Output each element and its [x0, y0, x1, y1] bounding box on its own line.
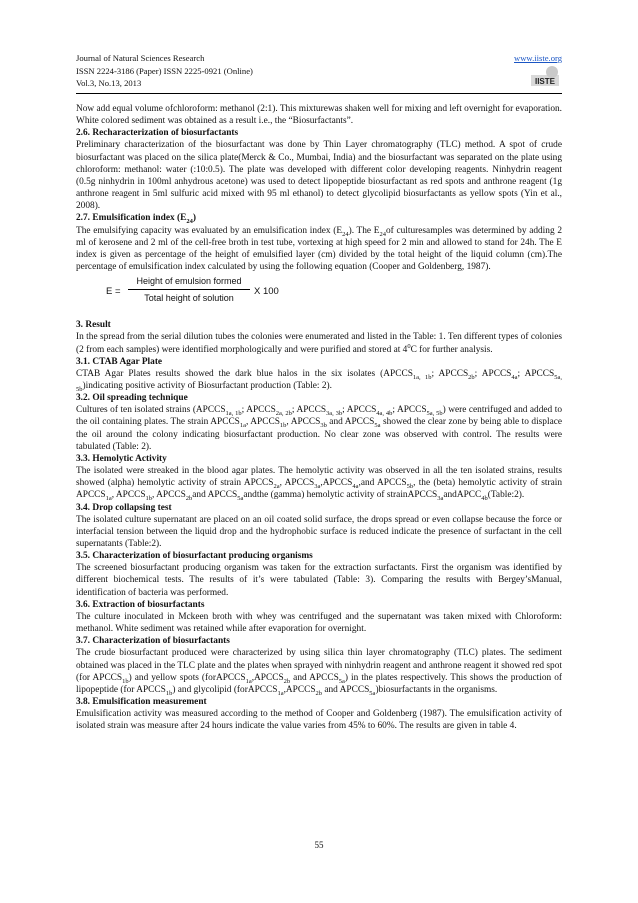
article-body: [76, 103, 562, 733]
iiste-logo: [530, 65, 560, 87]
journal-page: [76, 52, 563, 850]
equation-numerator: Height of emulsion formed: [136, 276, 242, 287]
emulsification-equation: [76, 275, 562, 313]
section-2-6-heading: 2.6. Recharacterization of biosurfactants: [76, 128, 239, 139]
section-3-2-paragraph: Cultures of ten isolated strains ($APCCS_{1a, 1b}$; $APCCS_{2a, 2b}$; $APCCS_{3a, 3b}$; $APCCS_{4a, 4b}$; $APCCS_{5a, 5b}$) were centrifuged and added to the oil containing plates. The strain $APCCS_{1a}$, $APCCS_{1b}$, $APCCS_{3b}$ and $APCCS_{5a}$ showed the clear zone by being able to displace the oil around the colony indicating biosurfactant production. No clear zone was observed with control. The results were tabulated (Table: 2).: [76, 405, 563, 452]
section-3-1-paragraph: CTAB Agar Plates results showed the dark blue halos in the six isolates ($APCCS_{1a, 1b}$; $APCCS_{2b}$; $APCCS_{4a}$; $APCCS_{5a, 5b})indicating$ positive activity of Biosurfactant production (Table: 2).: [76, 368, 562, 393]
page-header: [76, 52, 562, 90]
equation-multiplier: X 100: [254, 286, 279, 298]
equation-denominator: Total height of solution: [144, 293, 234, 304]
svg-text:IISTE: IISTE: [534, 77, 556, 86]
journal-name: Journal of Natural Sciences Research: [76, 53, 205, 63]
section-3-4-heading: 3.4. Drop collapsing test: [76, 502, 172, 513]
page-number: 55: [314, 840, 324, 850]
section-3-5-paragraph: The screened biosurfactant producing organism was taken for the extraction surfactants. First the organism was identified by different biochemical tests. The results of it’s were tabulated (Table: 3). Comparing the results with Bergey’sManual, identification of bacteria was performed.: [76, 563, 562, 598]
section-3-8-heading: 3.8. Emulsification measurement: [76, 697, 207, 708]
section-3-3-heading: 3.3. Hemolytic Activity: [76, 453, 167, 464]
section-2-7-paragraph: The emulsifying capacity was evaluated by an emulsification index $(E_{24})$. The $E_{24}of$ culturesamples was determined by adding 2 ml of kerosene and 2 ml of the cell-free broth in test tube, vortexing at high speed for 2 min and allowed to stand for 24h. The E index is given as percentage of the height of emulsified layer (cm) divided by the total height of the liquid column (cm).The percentage of emulsification index calculated by using the following equation (Cooper and Goldenberg, 1987).: [76, 225, 562, 273]
section-3-7-paragraph: The crude biosurfactant produced were characterized by using silica thin layer chromatography (TLC) plates. The sediment obtained was placed in the TLC plate and the plates when sprayed with ninhydrin reagent and anthrone reagent it showed red spot (for $APCCS_{1b}$) and yellow spots ($forAPCCS_{1a},APCCS_{2b}$ and $APCCS_{5a}$) in the plates respectively. This shows the production of lipopeptide (for $APCCS_{1b}$) and glycolipid ($forAPCCS_{1a},APCCS_{2b}$ and $APCCS_{5a})biosurfactants$ in the organisms.: [76, 648, 563, 697]
section-3-8-paragraph: Emulsification activity was measured according to the method of Cooper and Goldenberg (1987). The emulsification activity of isolated strain was measure after 24 hours indicate the value varies from 45% to 60%. The results are given in table 4.: [76, 709, 562, 732]
intro-paragraph: Now add equal volume ofchloroform: methanol (2:1). This mixturewas shaken well for mixing and left overnight for evaporation. White colored sediment was obtained as a result i.e., the “Biosurfactants”.: [76, 104, 562, 127]
section-3-2-heading: 3.2. Oil spreading technique: [76, 393, 188, 404]
section-3-heading: 3. Result: [76, 320, 111, 331]
header-rule: [76, 93, 562, 94]
journal-issn: ISSN 2224-3186 (Paper) ISSN 2225-0921 (Online): [76, 65, 253, 76]
section-3-6-paragraph: The culture inoculated in Mckeen broth with whey was centrifuged and the supernatant was taken mixed with Chloroform: methanol. White sediment was retained while after evaporation for overnight.: [76, 611, 562, 635]
section-3-4-paragraph: The isolated culture supernatant are placed on an oil coated solid surface, the drops spread or even collapse because the force or interfacial tension between the liquid drop and the hydrophobic surface is reduced indicate the presence of surfactant in the cell supernatants (Table:2).: [76, 514, 562, 549]
fraction-bar: [128, 289, 250, 290]
section-3-5-heading: 3.5. Characterization of biosurfactant producing organisms: [76, 551, 313, 562]
journal-url-link[interactable]: www.iiste.org: [514, 53, 562, 63]
section-2-6-paragraph: Preliminary characterization of the biosurfactant was done by Thin Layer chromatography (TLC) method. A spot of crude biosurfactant was placed on the silica plate(Merck & Co., Mumbai, India) and the biosurfactant was separated on the plate using chloroform: methanol: water (:10:0.5). The plate was developed with different color developing reagents. Ninhydrin reagent (0.5g ninhydrin in 100ml anhydrous acetone) was used to detect lipopeptide biosurfactant as red spots and anthrone reagent (1g anthrone reagent in 5ml sulfuric acid mixed with 95 ml ethanol) to detect glycolipid biosurfactants as yellow spots (Yin et al., 2008).: [76, 140, 562, 212]
section-3-3-paragraph: The isolated were streaked in the blood agar plates. The hemolytic activity was observed in all the ten isolated strains, results showed (alpha) hemolytic activity of strain $APCCS_{2a}$, $APCCS_{3a},APCCS_{4a},and$ $APCCS_{5b}$, the (beta) hemolytic activity of strain $APCCS_{1a}$, $APCCS_{1b}$, $APCCS_{2b}and$ $APCCS_{5a}andthe$ (gamma) hemolytic activity of strainAPCCS$_{3a}$andAPCC$_{4b}$(Table:2).: [76, 466, 563, 503]
journal-volume: Vol.3, No.13, 2013: [76, 78, 142, 88]
section-3-6-heading: 3.6. Extraction of biosurfactants: [76, 599, 205, 610]
section-3-7-heading: 3.7. Characterization of biosurfactants: [76, 636, 230, 647]
equation-lhs: E =: [106, 286, 121, 298]
section-2-7-heading: 2.7. Emulsification index $(E_{24})$: [76, 213, 196, 226]
section-3-paragraph: In the spread from the serial dilution tubes the colonies were enumerated and listed in the Table: 1. Ten different types of colonies (2 from each samples) were identified morphologically and were purified and stored at $4^0C$ for further analysis.: [76, 332, 562, 355]
section-3-1-heading: 3.1. CTAB Agar Plate: [76, 356, 163, 367]
